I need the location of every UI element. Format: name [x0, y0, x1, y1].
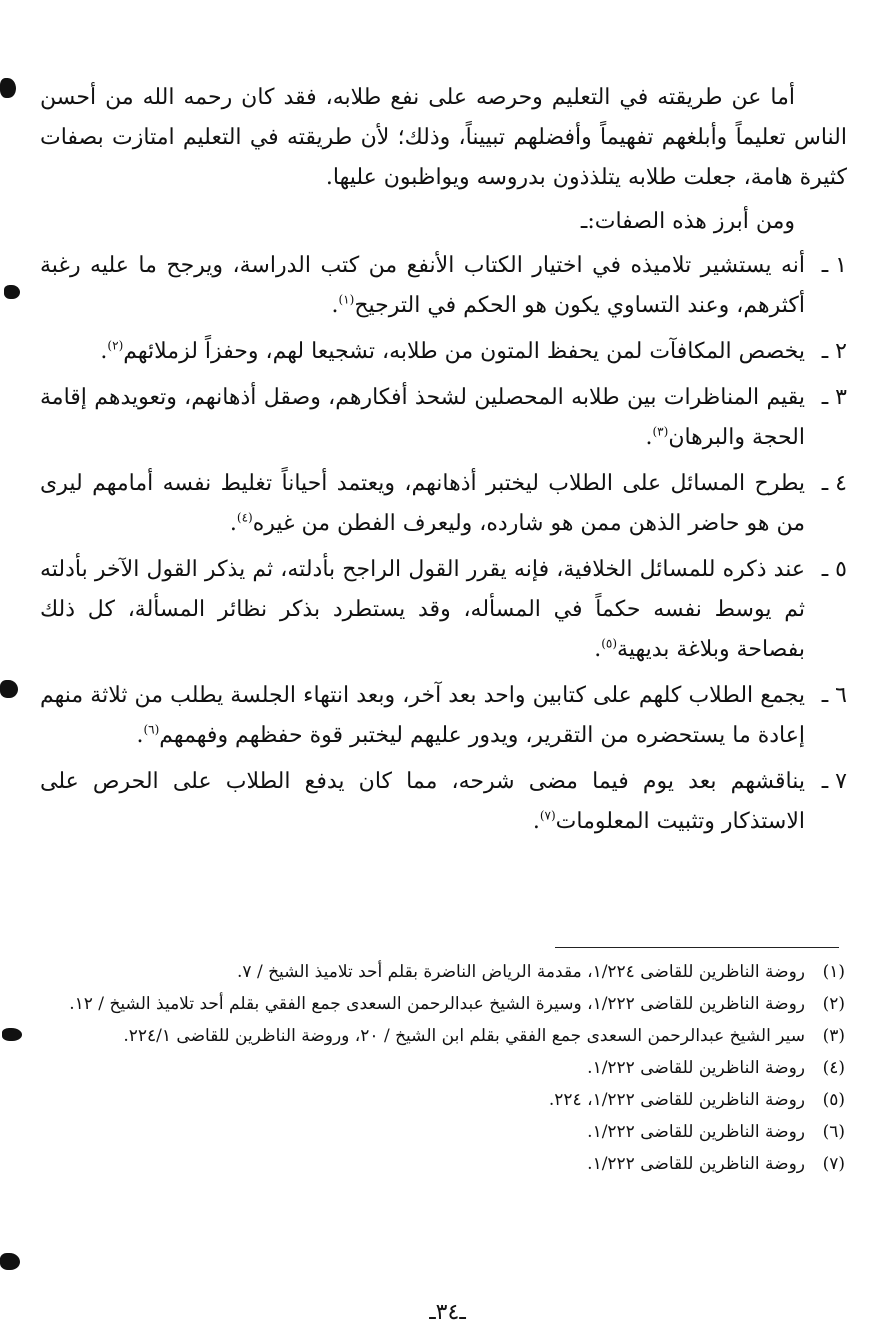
footnote-number: (٢) [822, 994, 845, 1014]
item-text: يقيم المناظرات بين طلابه المحصلين لشحذ أفكارهم، وصقل أذهانهم، وتعويدهم إقامة الحجة والبرهان$^{(٣)}$. [40, 385, 806, 450]
footnote [44, 1116, 845, 1148]
opening-paragraph: أما عن طريقته في التعليم وحرصه على نفع طلابه، فقد كان رحمه الله من أحسن الناس تعليماً وأبلغهم تفهيماً وأفضلهم تبييناً، وذلك؛ لأن طريقته في التعليم امتازت بصفات كثيرة هامة، جعلت طلابه يتلذذون بدروسه ويواظبون عليها. [40, 85, 847, 190]
footnote-text: روضة الناظرين للقاضى ١/٢٢٤، مقدمة الرياض الناضرة بقلم أحد تلاميذ الشيخ / ٧. [237, 962, 805, 982]
footnote [44, 988, 845, 1020]
item-text: يخصص المكافآت لمن يحفظ المتون من طلابه، تشجيعا لهم، وحفزاً لزملائهم$^{(٢)}$. [100, 338, 805, 364]
footnote-number: (٦) [822, 1122, 845, 1142]
page-body [40, 78, 847, 848]
footnote-ref: (٧) [539, 808, 556, 823]
list-item [40, 550, 847, 670]
footnote-number: (٣) [822, 1026, 845, 1046]
footnote [44, 1052, 845, 1084]
item-number: ٣ ـ [821, 385, 847, 410]
footnote-text: روضة الناظرين للقاضى ١/٢٢٢. [587, 1122, 805, 1142]
footnote-number: (١) [822, 962, 845, 982]
item-text: أنه يستشير تلاميذه في اختيار الكتاب الأنفع من كتب الدراسة، ويرجح ما عليه رغبة أكثرهم، وعند التساوي يكون هو الحكم في الترجيح$^{(١)}$. [40, 253, 805, 318]
scan-mark [0, 1253, 20, 1270]
footnote-text: سير الشيخ عبدالرحمن السعدى جمع الفقي بقلم ابن الشيخ / ٢٠، وروضة الناظرين للقاضى ٢٢٤/١. [123, 1026, 805, 1046]
footnote-text: روضة الناظرين للقاضى ١/٢٢٢. [587, 1154, 805, 1174]
list-item [40, 676, 847, 756]
item-number: ٥ ـ [821, 557, 847, 582]
footnote-number: (٥) [822, 1090, 845, 1110]
item-text: يناقشهم بعد يوم فيما مضى شرحه، مما كان يدفع الطلاب على الحرص على الاستذكار وتثبيت المعلومات$^{(٧)}$. [40, 769, 805, 834]
item-text: يطرح المسائل على الطلاب ليختبر أذهانهم، ويعتمد أحياناً تغليط نفسه أمامهم ليرى من هو حاضر الذهن ممن هو شارده، وليعرف الفطن من غيره$^{(٤)}$. [40, 471, 805, 536]
item-number: ٧ ـ [821, 769, 847, 794]
footnotes [44, 956, 845, 1180]
footnote-ref: (٥) [601, 636, 618, 651]
scan-mark [4, 285, 20, 299]
item-text: يجمع الطلاب كلهم على كتابين واحد بعد آخر، وبعد انتهاء الجلسة يطلب من ثلاثة منهم إعادة ما يستحضره من التقرير، ويدور عليهم ليختبر قوة حفظهم وفهمهم$^{(٦)}$. [40, 683, 805, 748]
item-number: ٤ ـ [821, 471, 847, 496]
footnote-ref: (٣) [652, 424, 669, 439]
footnote-ref: (٢) [107, 338, 124, 353]
qualities-list [40, 246, 847, 842]
list-item [40, 378, 847, 458]
footnote-ref: (١) [338, 292, 355, 307]
footnote-number: (٧) [822, 1154, 845, 1174]
page-number: ـ٣٤ـ [429, 1300, 466, 1325]
list-item [40, 762, 847, 842]
item-text: عند ذكره للمسائل الخلافية، فإنه يقرر القول الراجح بأدلته، ثم يذكر القول الآخر بأدلته ثم يوسط نفسه حكماً في المسأله، وقد يستطرد بذكر نظائر المسألة، كل ذلك بفصاحة وبلاغة بديهية$^{(٥)}$. [40, 557, 805, 662]
footnote-ref: (٤) [236, 510, 253, 525]
list-item [40, 246, 847, 326]
footnote-text: روضة الناظرين للقاضى ١/٢٢٢، وسيرة الشيخ عبدالرحمن السعدى جمع الفقي بقلم أحد تلاميذ الشيخ / ١٢. [69, 994, 805, 1014]
list-item [40, 464, 847, 544]
scan-mark [0, 78, 16, 98]
scan-mark [2, 1028, 22, 1041]
scan-mark [0, 680, 18, 698]
footnote-text: روضة الناظرين للقاضى ١/٢٢٢. [587, 1058, 805, 1078]
footnote-text: روضة الناظرين للقاضى ١/٢٢٢، ٢٢٤. [548, 1090, 805, 1110]
item-number: ١ ـ [821, 253, 847, 278]
footnote [44, 1148, 845, 1180]
footnote [44, 956, 845, 988]
footnote [44, 1084, 845, 1116]
footnote [44, 1020, 845, 1052]
item-number: ٢ ـ [821, 339, 847, 364]
footnote-divider [555, 947, 839, 948]
intro-line: ومن أبرز هذه الصفات:ـ [580, 209, 795, 234]
footnote-ref: (٦) [143, 722, 160, 737]
item-number: ٦ ـ [821, 683, 847, 708]
list-item [40, 332, 847, 372]
footnote-number: (٤) [822, 1058, 845, 1078]
